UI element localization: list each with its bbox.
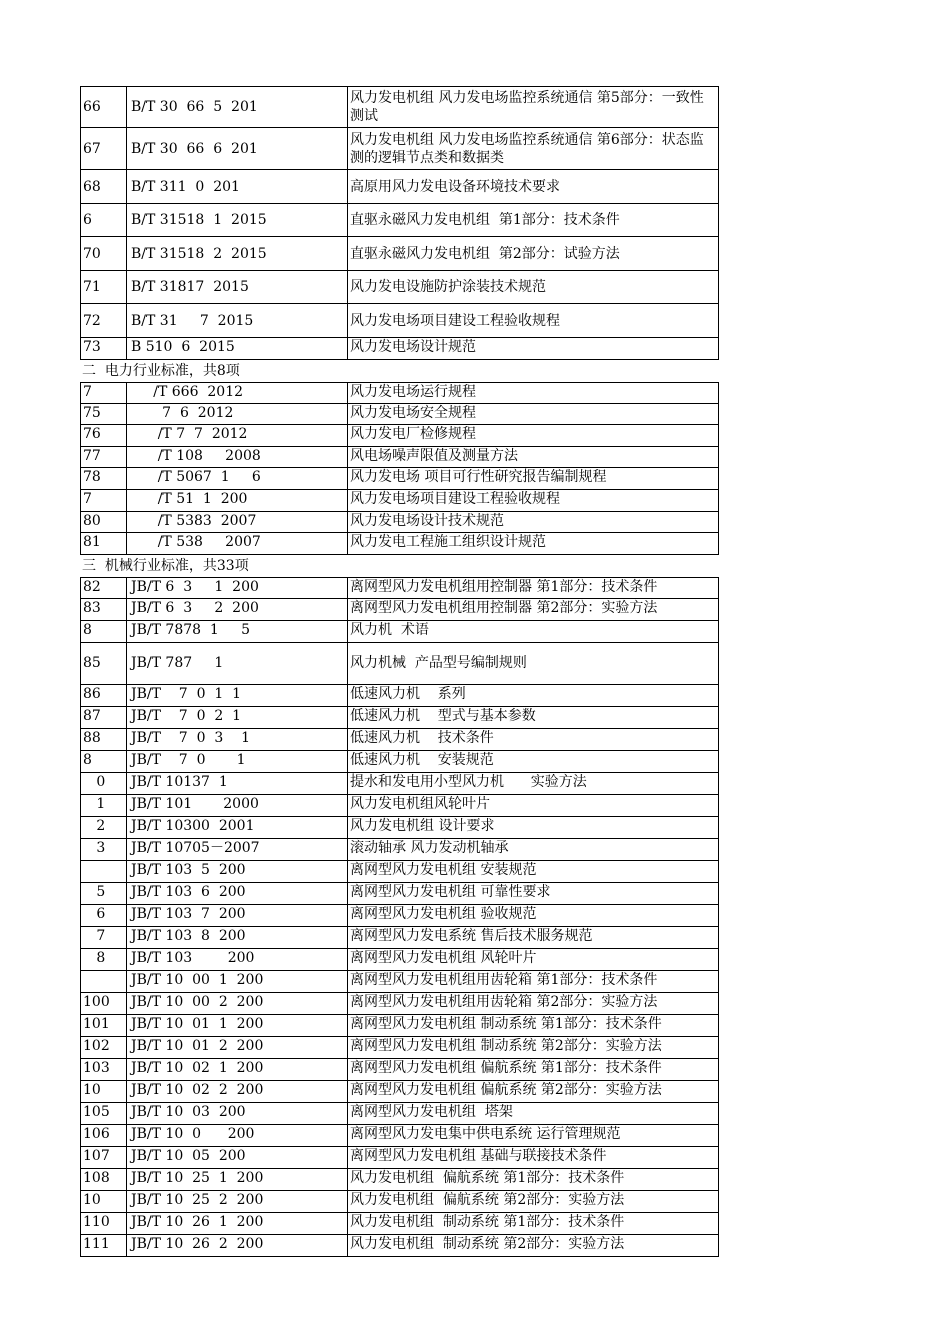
standard-title-cell: 风力发电机组 风力发电场监控系统通信 第5部分：一致性测试 (350, 90, 704, 124)
table-row (80, 271, 719, 304)
standard-title-cell: 离网型风力发电机组 制动系统 第2部分：实验方法 (350, 1037, 662, 1054)
standard-code-cell: /T 7 7 2012 (127, 425, 348, 446)
table-row (80, 927, 719, 949)
row-number-cell: 75 (81, 404, 127, 425)
table-row (80, 512, 719, 534)
standard-code-cell: JB/T 10 00 1 200 (127, 971, 348, 992)
standard-code-cell: JB/T 103 5 200 (127, 861, 348, 882)
table-row (80, 304, 719, 338)
standard-title-cell: 风力发电场安全规程 (350, 404, 476, 421)
row-number-cell: 105 (81, 1103, 127, 1124)
standard-title-cell: 离网型风力发电机组 风轮叶片 (350, 949, 537, 966)
standard-title-cell: 离网型风力发电机组用控制器 第1部分：技术条件 (350, 578, 658, 595)
table-row (80, 468, 719, 490)
standard-title-cell: 提水和发电用小型风力机 实验方法 (350, 773, 587, 790)
row-number-cell: 76 (81, 425, 127, 446)
row-number-cell: 66 (81, 87, 127, 127)
standard-code-cell: JB/T 10 01 2 200 (127, 1037, 348, 1058)
standard-title-cell: 低速风力机 安装规范 (350, 751, 494, 768)
standard-code-cell: JB/T 787 1 (127, 643, 348, 684)
standard-code-cell: JB/T 7 0 3 1 (127, 729, 348, 750)
table-row (80, 1235, 719, 1257)
standard-code-cell: JB/T 10 26 2 200 (127, 1235, 348, 1256)
row-number-cell: 6 (81, 905, 127, 926)
standard-title-cell: 离网型风力发电机组 验收规范 (350, 905, 537, 922)
standard-title-cell: 离网型风力发电机组 偏航系统 第2部分：实验方法 (350, 1081, 662, 1098)
table-row (80, 404, 719, 426)
standard-title-cell: 滚动轴承 风力发动机轴承 (350, 839, 509, 856)
table-row (80, 170, 719, 204)
table-row (80, 338, 719, 360)
standard-code-cell: JB/T 10 05 200 (127, 1147, 348, 1168)
standard-title-cell: 离网型风力发电机组 可靠性要求 (350, 883, 551, 900)
standard-code-cell: B/T 311 0 201 (127, 170, 348, 203)
table-row (80, 839, 719, 861)
row-number-cell: 1 (81, 795, 127, 816)
section-heading-power-industry: 二 电力行业标准，共8项 (82, 363, 240, 379)
row-number-cell: 7 (81, 927, 127, 948)
standard-code-cell: JB/T 10 02 1 200 (127, 1059, 348, 1080)
standard-code-cell: B/T 31518 1 2015 (127, 204, 348, 236)
standard-title-cell: 风力发电机组 设计要求 (350, 817, 495, 834)
table-row (80, 128, 719, 170)
standard-code-cell: JB/T 10 26 1 200 (127, 1213, 348, 1234)
row-number-cell: 2 (81, 817, 127, 838)
standard-code-cell: /T 51 1 200 (127, 490, 348, 511)
standard-code-cell: B/T 31518 2 2015 (127, 237, 348, 270)
standard-code-cell: JB/T 103 7 200 (127, 905, 348, 926)
row-number-cell: 3 (81, 839, 127, 860)
table-row (80, 1103, 719, 1125)
row-number-cell: 103 (81, 1059, 127, 1080)
table-row (80, 1059, 719, 1081)
table-row (80, 86, 719, 128)
table-row (80, 1191, 719, 1213)
standard-code-cell: JB/T 7878 1 5 (127, 621, 348, 642)
table-row (80, 204, 719, 237)
row-number-cell: 7 (81, 490, 127, 511)
table-row (80, 577, 719, 599)
standard-code-cell: /T 108 2008 (127, 447, 348, 468)
row-number-cell: 110 (81, 1213, 127, 1234)
standard-code-cell: /T 5067 1 6 (127, 468, 348, 489)
row-number-cell: 111 (81, 1235, 127, 1256)
row-number-cell: 0 (81, 773, 127, 794)
table-row (80, 773, 719, 795)
row-number-cell: 82 (81, 578, 127, 598)
standard-code-cell: /T 538 2007 (127, 533, 348, 554)
row-number-cell: 67 (81, 128, 127, 169)
table-row (80, 1081, 719, 1103)
standard-code-cell: JB/T 10137 1 (127, 773, 348, 794)
standard-code-cell: /T 666 2012 (127, 383, 348, 403)
standard-title-cell: 低速风力机 系列 (350, 685, 466, 702)
row-number-cell: 106 (81, 1125, 127, 1146)
table-row (80, 795, 719, 817)
standard-title-cell: 离网型风力发电机组用控制器 第2部分：实验方法 (350, 599, 658, 616)
standard-title-cell: 离网型风力发电集中供电系统 运行管理规范 (350, 1125, 621, 1142)
row-number-cell: 10 (81, 1191, 127, 1212)
standard-code-cell: JB/T 7 0 1 (127, 751, 348, 772)
row-number-cell: 68 (81, 170, 127, 203)
standard-title-cell: 离网型风力发电机组 基础与联接技术条件 (350, 1147, 607, 1164)
standard-title-cell: 风力发电机组 偏航系统 第1部分：技术条件 (350, 1169, 625, 1186)
table-row (80, 1169, 719, 1191)
row-number-cell: 81 (81, 533, 127, 554)
standard-code-cell: B/T 31817 2015 (127, 271, 348, 303)
row-number-cell: 100 (81, 993, 127, 1014)
row-number-cell: 80 (81, 512, 127, 533)
row-number-cell: 78 (81, 468, 127, 489)
table-row (80, 949, 719, 971)
standard-title-cell: 离网型风力发电系统 售后技术服务规范 (350, 927, 593, 944)
row-number-cell: 10 (81, 1081, 127, 1102)
standard-title-cell: 风力发电场项目建设工程验收规程 (350, 312, 560, 329)
table-row (80, 1213, 719, 1235)
row-number-cell: 87 (81, 707, 127, 728)
standard-title-cell: 直驱永磁风力发电机组 第2部分：试验方法 (350, 245, 620, 262)
standard-title-cell: 风力发电厂检修规程 (350, 426, 476, 443)
table-block-national (80, 86, 720, 360)
table-row (80, 861, 719, 883)
standard-code-cell: JB/T 103 200 (127, 949, 348, 970)
row-number-cell: 101 (81, 1015, 127, 1036)
row-number-cell: 70 (81, 237, 127, 270)
row-number-cell: 5 (81, 883, 127, 904)
row-number-cell: 88 (81, 729, 127, 750)
row-number-cell: 8 (81, 621, 127, 642)
standard-title-cell: 高原用风力发电设备环境技术要求 (350, 178, 560, 195)
standard-title-cell: 风力发电场设计技术规范 (350, 512, 504, 529)
standard-title-cell: 风力发电设施防护涂装技术规范 (350, 279, 546, 295)
row-number-cell: 86 (81, 685, 127, 706)
table-block-power-industry (80, 382, 720, 555)
table-row (80, 490, 719, 512)
standard-title-cell: 风力发电场 项目可行性研究报告编制规程 (350, 469, 607, 486)
row-number-cell: 8 (81, 751, 127, 772)
table-row (80, 621, 719, 643)
standard-code-cell: JB/T 10 01 1 200 (127, 1015, 348, 1036)
table-row (80, 447, 719, 469)
table-row (80, 993, 719, 1015)
table-row (80, 707, 719, 729)
standard-title-cell: 直驱永磁风力发电机组 第1部分：技术条件 (350, 212, 620, 228)
table-row (80, 382, 719, 404)
standard-code-cell: JB/T 7 0 2 1 (127, 707, 348, 728)
standard-code-cell: B/T 31 7 2015 (127, 304, 348, 337)
standard-code-cell: JB/T 101 2000 (127, 795, 348, 816)
table-row (80, 599, 719, 621)
row-number-cell: 8 (81, 949, 127, 970)
standard-code-cell: JB/T 103 6 200 (127, 883, 348, 904)
standard-title-cell: 风力机械 产品型号编制规则 (350, 655, 527, 672)
standard-code-cell: JB/T 103 8 200 (127, 927, 348, 948)
table-row (80, 971, 719, 993)
standard-code-cell: JB/T 10 25 2 200 (127, 1191, 348, 1212)
row-number-cell: 108 (81, 1169, 127, 1190)
standard-code-cell: B/T 30 66 6 201 (127, 128, 348, 169)
standards-table (80, 86, 720, 1257)
standard-title-cell: 离网型风力发电机组 塔架 (350, 1103, 513, 1120)
table-row (80, 883, 719, 905)
standard-title-cell: 离网型风力发电机组 偏航系统 第1部分：技术条件 (350, 1059, 662, 1076)
standard-title-cell: 离网型风力发电机组用齿轮箱 第2部分：实验方法 (350, 993, 658, 1010)
standard-code-cell: JB/T 10705－2007 (127, 839, 348, 860)
row-number-cell: 7 (81, 383, 127, 403)
row-number-cell: 6 (81, 204, 127, 236)
standard-code-cell: JB/T 6 3 2 200 (127, 599, 348, 620)
table-row (80, 817, 719, 839)
row-number-cell: 85 (81, 643, 127, 684)
standard-title-cell: 风力发电工程施工组织设计规范 (350, 534, 546, 551)
table-row (80, 1015, 719, 1037)
section-heading-machinery-industry: 三 机械行业标准，共33项 (82, 557, 249, 574)
standard-title-cell: 风力发电机组风轮叶片 (350, 795, 490, 812)
standard-code-cell: /T 5383 2007 (127, 512, 348, 533)
standard-title-cell: 风力发电场项目建设工程验收规程 (350, 490, 560, 507)
standard-code-cell: JB/T 10 03 200 (127, 1103, 348, 1124)
row-number-cell: 77 (81, 447, 127, 468)
standard-title-cell: 低速风力机 型式与基本参数 (350, 707, 536, 724)
table-row (80, 643, 719, 685)
row-number-cell: 72 (81, 304, 127, 337)
standard-title-cell: 离网型风力发电机组 安装规范 (350, 861, 537, 878)
standard-title-cell: 离网型风力发电机组用齿轮箱 第1部分：技术条件 (350, 971, 658, 988)
table-row (80, 1147, 719, 1169)
row-number-cell: 73 (81, 338, 127, 359)
table-row (80, 1037, 719, 1059)
table-row (80, 905, 719, 927)
row-number-cell: 102 (81, 1037, 127, 1058)
standard-title-cell: 离网型风力发电机组 制动系统 第1部分：技术条件 (350, 1015, 662, 1032)
standard-code-cell: JB/T 10 25 1 200 (127, 1169, 348, 1190)
table-block-machinery-industry (80, 577, 720, 1257)
table-row (80, 685, 719, 707)
standard-code-cell: JB/T 6 3 1 200 (127, 578, 348, 598)
row-number-cell (81, 971, 127, 992)
standard-code-cell: B 510 6 2015 (127, 338, 348, 359)
standard-title-cell: 风力机 术语 (350, 621, 429, 638)
row-number-cell: 107 (81, 1147, 127, 1168)
standard-code-cell: JB/T 7 0 1 1 (127, 685, 348, 706)
table-row (80, 425, 719, 447)
standard-title-cell: 低速风力机 技术条件 (350, 729, 494, 746)
standard-title-cell: 风力发电场运行规程 (350, 384, 476, 400)
row-number-cell: 71 (81, 271, 127, 303)
table-row (80, 533, 719, 555)
standard-code-cell: 7 6 2012 (127, 404, 348, 425)
standard-title-cell: 风力发电机组 风力发电场监控系统通信 第6部分：状态监测的逻辑节点类和数据类 (350, 131, 704, 166)
standard-title-cell: 风力发电机组 偏航系统 第2部分：实验方法 (350, 1191, 625, 1208)
standard-code-cell: B/T 30 66 5 201 (127, 87, 348, 127)
standard-title-cell: 风力发电机组 制动系统 第1部分：技术条件 (350, 1213, 625, 1230)
table-row (80, 751, 719, 773)
standard-title-cell: 风电场噪声限值及测量方法 (350, 447, 518, 464)
standard-code-cell: JB/T 10 02 2 200 (127, 1081, 348, 1102)
standard-code-cell: JB/T 10300 2001 (127, 817, 348, 838)
standard-title-cell: 风力发电场设计规范 (350, 339, 476, 355)
standard-code-cell: JB/T 10 0 200 (127, 1125, 348, 1146)
table-row (80, 237, 719, 271)
row-number-cell (81, 861, 127, 882)
table-row (80, 729, 719, 751)
row-number-cell: 83 (81, 599, 127, 620)
table-row (80, 1125, 719, 1147)
standard-code-cell: JB/T 10 00 2 200 (127, 993, 348, 1014)
standard-title-cell: 风力发电机组 制动系统 第2部分：实验方法 (350, 1235, 625, 1252)
